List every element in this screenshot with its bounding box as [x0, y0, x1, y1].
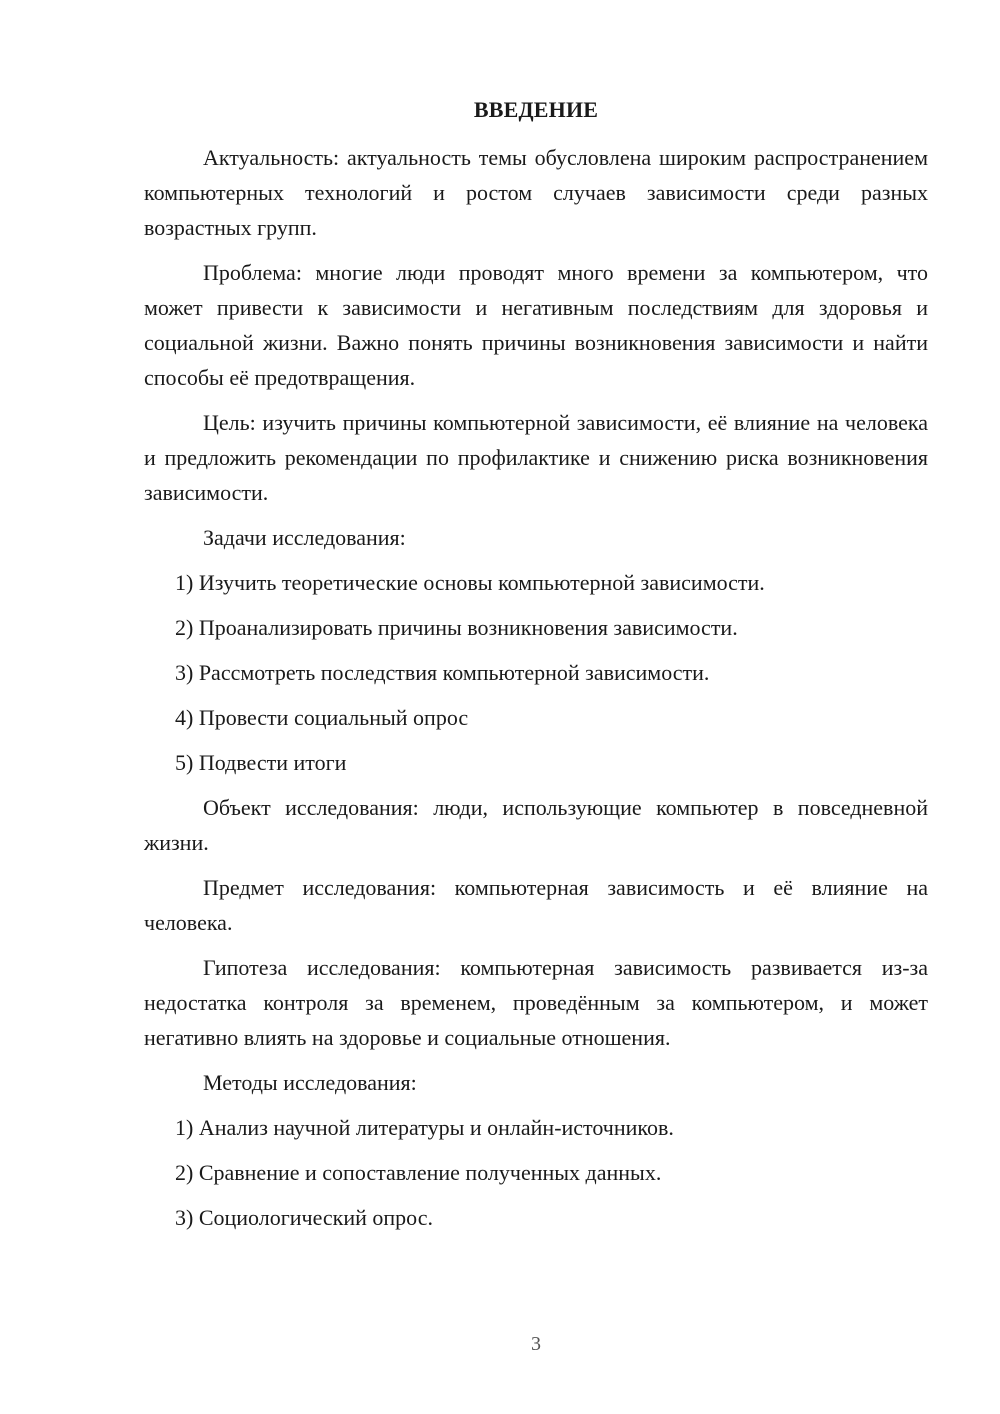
- goal-paragraph: Цель: изучить причины компьютерной зависимости, её влияние на человека и предложить рекомендации по профилактике и снижению риска возникновения зависимости.: [144, 410, 928, 505]
- subject-paragraph: Предмет исследования: компьютерная зависимость и её влияние на человека.: [144, 875, 928, 935]
- task-item-5: 5) Подвести итоги: [175, 750, 347, 775]
- task-item-4: 4) Провести социальный опрос: [175, 705, 469, 730]
- page-number: 3: [531, 1333, 541, 1355]
- task-item-2: 2) Проанализировать причины возникновения зависимости.: [175, 615, 738, 640]
- hypothesis-paragraph: Гипотеза исследования: компьютерная зависимость развивается из-за недостатка контроля за временем, проведённым за компьютером, и может негативно влиять на здоровье и социальные отношения.: [144, 955, 928, 1050]
- tasks-list: [144, 565, 928, 780]
- document-body: [144, 140, 928, 1245]
- tasks-heading: Задачи исследования:: [203, 525, 406, 550]
- problem-paragraph: Проблема: многие люди проводят много времени за компьютером, что может привести к зависимости и негативным последствиям для здоровья и социальной жизни. Важно понять причины возникновения зависимости и найти способы её предотвращения.: [144, 260, 928, 390]
- page-title: ВВЕДЕНИЕ: [473, 97, 599, 122]
- relevance-paragraph: Актуальность: актуальность темы обусловлена широким распространением компьютерных технологий и ростом случаев зависимости среди разных возрастных групп.: [144, 145, 928, 240]
- task-item-1: 1) Изучить теоретические основы компьютерной зависимости.: [175, 570, 765, 595]
- methods-heading: Методы исследования:: [203, 1070, 417, 1095]
- method-item-1: 1) Анализ научной литературы и онлайн-источников.: [175, 1115, 674, 1140]
- method-item-3: 3) Социологический опрос.: [175, 1205, 433, 1230]
- object-paragraph: Объект исследования: люди, использующие компьютер в повседневной жизни.: [144, 795, 928, 855]
- methods-list: [144, 1110, 928, 1235]
- task-item-3: 3) Рассмотреть последствия компьютерной зависимости.: [175, 660, 710, 685]
- method-item-2: 2) Сравнение и сопоставление полученных данных.: [175, 1160, 662, 1185]
